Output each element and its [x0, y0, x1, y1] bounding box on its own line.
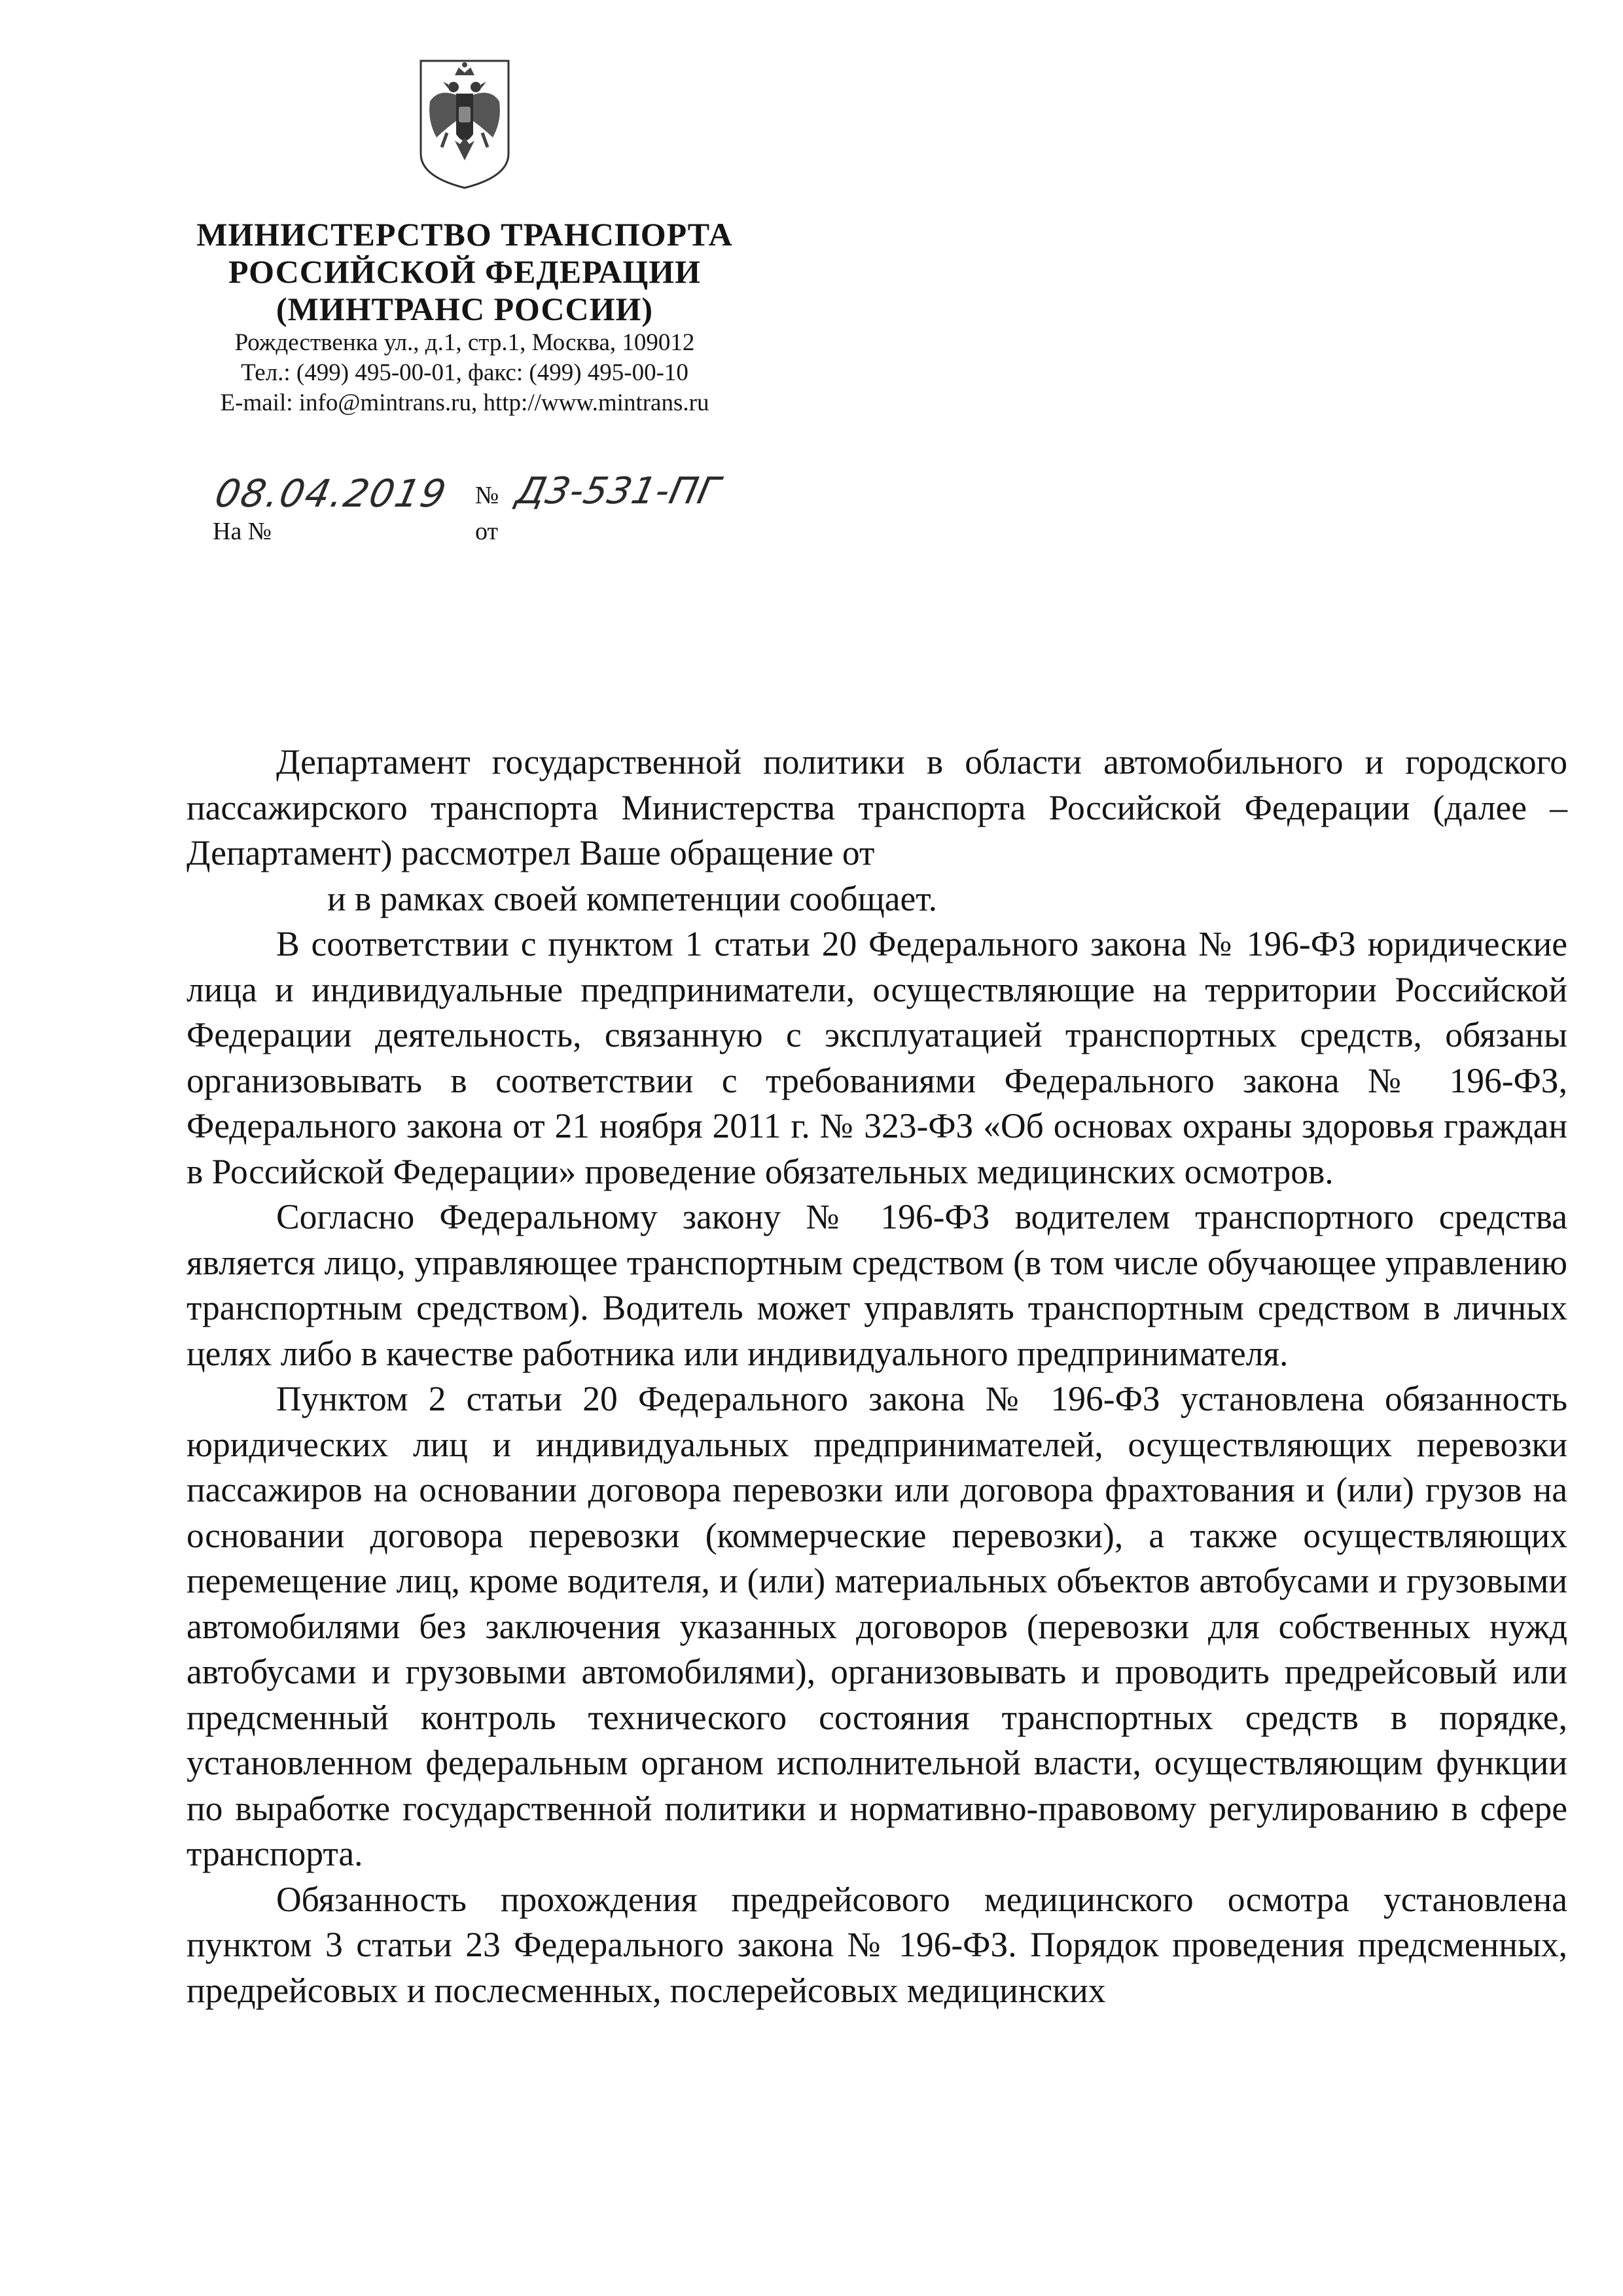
ministry-name-line2: РОССИЙСКОЙ ФЕДЕРАЦИИ: [228, 253, 702, 290]
paragraph: Согласно Федеральному закону № 196-ФЗ водителем транспортного средства является лицо, управляющее транспортным средством (в том числе обучающее управлению транспортным средством). Водитель может управлять транспортным средством в личных целях либо в качестве работника или индивидуального предпринимателя.: [187, 1197, 1567, 1373]
number-sign: №: [475, 482, 499, 509]
state-emblem-icon: [416, 56, 514, 193]
handwritten-date: 08.04.2019: [211, 471, 452, 516]
ministry-email-web: E-mail: info@mintrans.ru, http://www.mintrans.ru: [220, 389, 709, 416]
paragraph: Обязанность прохождения предрейсового медицинского осмотра установлена пунктом 3 статьи 23 Федерального закона № 196-ФЗ. Порядок проведения предсменных, предрейсовых и послесменных, послерейсовых медицинских: [187, 1879, 1567, 2010]
paragraph: Пунктом 2 статьи 20 Федерального закона № 196-ФЗ установлена обязанность юридических лиц и индивидуальных предпринимателей, осуществляющих перевозки пассажиров на основании договора перевозки или договора фрахтования и (или) грузов на основании договора перевозки (коммерческие перевозки), а также осуществляющих перемещение лиц, кроме водителя, и (или) материальных объектов автобусами и грузовыми автомобилями без заключения указанных договоров (перевозки для собственных нужд автобусами и грузовыми автомобилями), организовывать и проводить предрейсовый или предсменный контроль технического состояния транспортных средств в порядке, установленном федеральным органом исполнительной власти, осуществляющим функции по выработке государственной политики и нормативно-правовому регулированию в сфере транспорта.: [187, 1379, 1567, 1873]
handwritten-outgoing-number: Д3-531-ПГ: [512, 470, 724, 512]
ministry-address: Рождественка ул., д.1, стр.1, Москва, 109012: [234, 329, 695, 356]
letterhead: [151, 216, 779, 418]
ministry-name-line1: МИНИСТЕРСТВО ТРАНСПОРТА: [196, 216, 733, 253]
letter-body: [187, 740, 1567, 2013]
ministry-short-name: (МИНТРАНС РОССИИ): [276, 291, 654, 327]
paragraph: и в рамках своей компетенции сообщает.: [327, 878, 937, 918]
reply-to-label: На №: [213, 518, 272, 545]
ministry-phone-fax: Тел.: (499) 495-00-01, факс: (499) 495-00-10: [241, 359, 688, 386]
paragraph: В соответствии с пунктом 1 статьи 20 Федерального закона № 196-ФЗ юридические лица и индивидуальные предприниматели, осуществляющие на территории Российской Федерации деятельность, связанную с эксплуатацией транспортных средств, обязаны организовывать в соответствии с требованиями Федерального закона № 196-ФЗ, Федерального закона от 21 ноября 2011 г. № 323-ФЗ «Об основах охраны здоровья граждан в Российской Федерации» проведение обязательных медицинских осмотров.: [187, 924, 1567, 1191]
paragraph: Департамент государственной политики в области автомобильного и городского пассажирского транспорта Министерства транспорта Российской Федерации (далее – Департамент) рассмотрел Ваше обращение от: [187, 742, 1567, 872]
reply-from-label: от: [475, 518, 499, 545]
